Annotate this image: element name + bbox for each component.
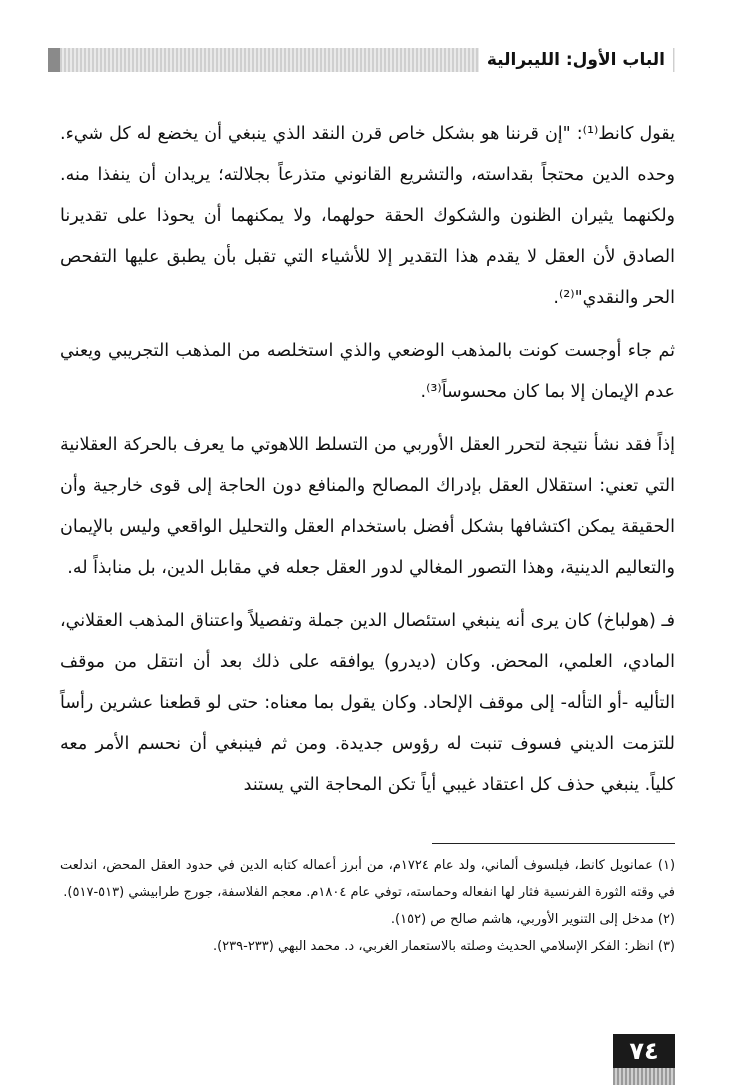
paragraph-4: فـ (هولباخ) كان يرى أنه ينبغي استئصال الدين جملة وتفصيلاً واعتناق المذهب العقلاني، المادي، العلمي، المحض. وكان (ديدرو) يوافقه على ذلك بعد أن انتقل من موقف التأليه -أو التأله- إلى موقف الإلحاد. وكان يقول بما معناه: حتى لو قطعنا عشرين رأساً للتزمت الديني فسوف تنبت له رؤوس جديدة. ومن ثم فينبغي أن نحسم الأمر معه كلياً. ينبغي حذف كل اعتقاد غيبي أياً تكن المحاجة التي يستند (60, 611, 675, 795)
body-text (60, 114, 675, 818)
paragraph-2: ثم جاء أوجست كونت بالمذهب الوضعي والذي استخلصه من المذهب التجريبي ويعني عدم الإيمان إلا بما كان محسوساً⁽³⁾. (60, 341, 675, 402)
footnote-3: (٣) انظر: الفكر الإسلامي الحديث وصلته بالاستعمار الغربي، د. محمد البهي (٢٣٣-٢٣٩). (212, 939, 675, 954)
page-number: ٧٤ (613, 1034, 675, 1068)
footnote-divider (432, 843, 675, 844)
paragraph-3: إذاً فقد نشأ نتيجة لتحرر العقل الأوربي من التسلط اللاهوتي ما يعرف بالحركة العقلانية التي تعني: استقلال العقل بإدراك المصالح والمنافع دون الحاجة إلى قوى خارجية وأن الحقيقة يمكن اكتشافها بشكل أفضل باستخدام العقل والتحليل الواقعي وليس بالإيمان والتعاليم الدينية، وهذا التصور المغالي لدور العقل جعله في مقابل الدين، بل منابذاً له. (60, 435, 675, 578)
running-header-title: الباب الأول: الليبرالية (479, 46, 673, 74)
paragraph-1: يقول كانط⁽¹⁾: "إن قرننا هو بشكل خاص قرن النقد الذي ينبغي أن يخضع له كل شيء. وحده الدين محتجاً بقداسته، والتشريع القانوني متذرعاً بجلالته؛ يريدان أن ينفذا منه. ولكنهما يثيران الظنون والشكوك الحقة حولهما، ولا يمكنهما أن يحوذا على تقديرنا الصادق لأن العقل لا يقدم هذا التقدير إلا للأشياء التي تقبل بأن يطبق عليها التفحص الحر والنقدي"⁽²⁾. (60, 124, 675, 308)
footnotes (60, 852, 675, 960)
page-number-texture (613, 1068, 675, 1085)
footnote-2: (٢) مدخل إلى التنوير الأوربي، هاشم صالح ص (١٥٢). (390, 912, 675, 927)
footnote-1: (١) عمانويل كانط، فيلسوف ألماني، ولد عام ١٧٢٤م، من أبرز أعماله كتابه الدين في حدود العقل المحض، اندلعت في وقته الثورة الفرنسية فثار لها انفعاله وحماسته، توفي عام ١٨٠٤م. معجم الفلاسفة، جورج طرابيشي (٥١٣-٥١٧). (60, 858, 676, 900)
